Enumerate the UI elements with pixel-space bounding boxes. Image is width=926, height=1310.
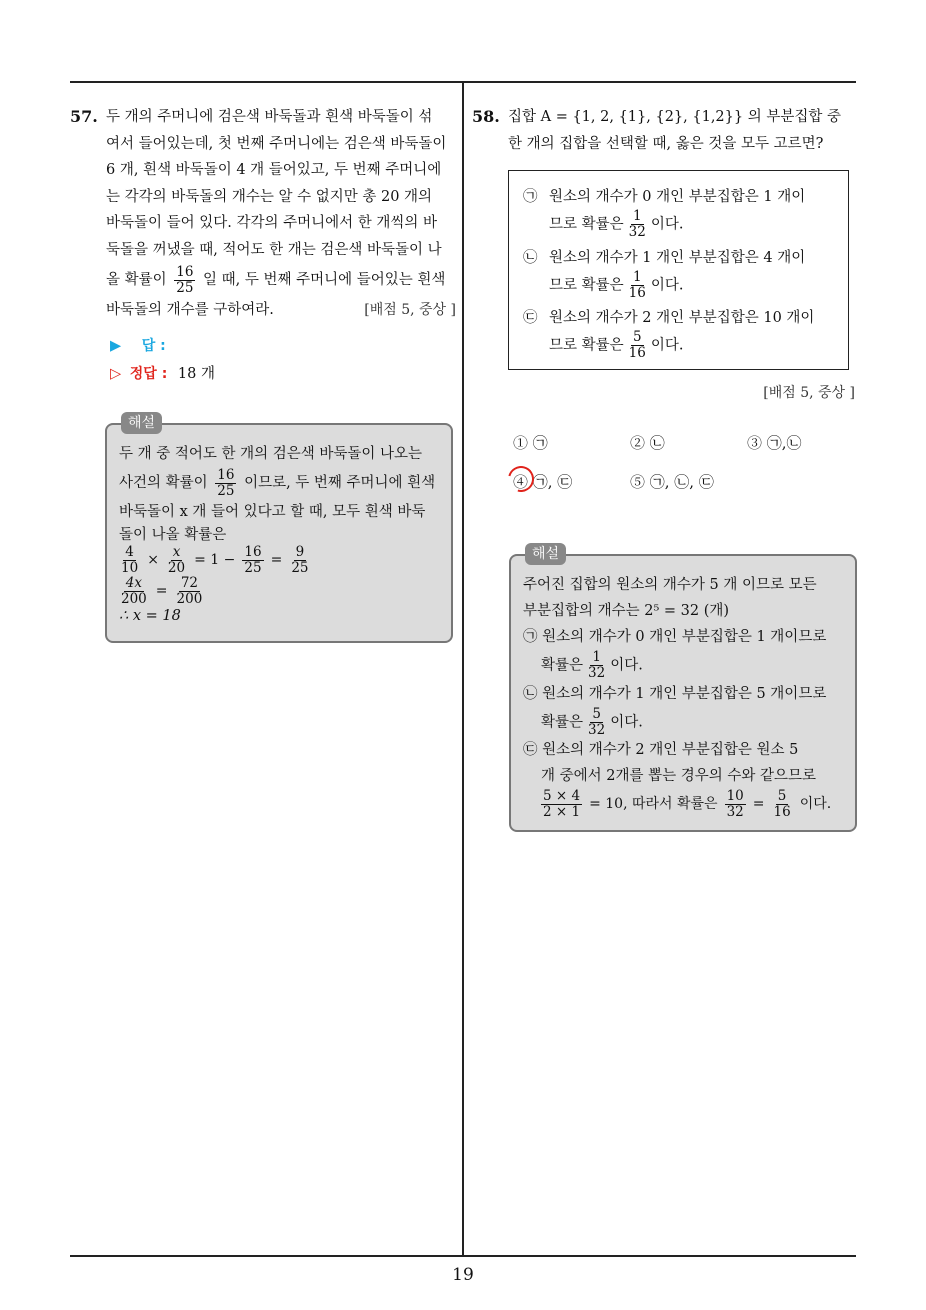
- numerator: 5: [777, 788, 787, 805]
- denominator: 25: [176, 279, 194, 296]
- solution-line: 바둑돌이 x 개 들어 있다고 할 때, 모두 흰색 바둑: [119, 504, 426, 520]
- text: 원소의 개수가 2 개인 부분집합은 10 개이: [549, 310, 815, 327]
- fraction: [627, 270, 648, 301]
- text: 이다.: [650, 277, 684, 294]
- numerator: 5 × 4: [543, 788, 581, 805]
- question-line: [106, 263, 456, 297]
- numerator: 5: [632, 329, 642, 346]
- operator: ×: [147, 551, 159, 568]
- text: 일 때, 두 번째 주머니에 들어있는 흰색: [203, 272, 446, 288]
- denominator: 25: [244, 559, 262, 576]
- numerator: 72: [180, 574, 198, 591]
- denominator: 10: [121, 559, 139, 576]
- text: 이다.: [650, 337, 684, 354]
- text: 사건의 확률이: [119, 475, 208, 491]
- solution-line: [523, 707, 843, 738]
- solution-line: 돌이 나올 확률은: [119, 527, 227, 543]
- solution-equation: [523, 789, 843, 820]
- page-number: 19: [452, 1265, 474, 1285]
- solution-tab: 해설: [121, 412, 162, 434]
- fraction: [627, 330, 648, 361]
- operator: =: [752, 796, 765, 813]
- solution-line: 두 개 중 적어도 한 개의 검은색 바둑돌이 나오는: [119, 446, 423, 462]
- numerator: 16: [244, 544, 262, 560]
- denominator: 32: [588, 664, 606, 681]
- question-line: 한 개의 집합을 선택할 때, 옳은 것을 모두 고르면?: [508, 135, 824, 152]
- denominator: 2 × 1: [543, 804, 581, 821]
- text: 이므로, 두 번째 주머니에 흰색: [244, 475, 436, 491]
- text: 이다.: [650, 216, 684, 233]
- denominator: 16: [773, 804, 791, 821]
- text: [549, 209, 834, 240]
- solution-box-58: [509, 546, 857, 832]
- statement-marker: ㉢: [523, 310, 538, 327]
- solution-line: 개 중에서 2개를 뽑는 경우의 수와 같으므로: [541, 768, 816, 785]
- solution-line: [119, 467, 439, 499]
- text: 므로 확률은: [549, 216, 624, 233]
- equation-3: ∴ x = 18: [119, 608, 181, 625]
- fraction: [725, 789, 746, 820]
- denominator: 200: [121, 590, 147, 607]
- answer-label: 답 :: [141, 337, 166, 354]
- text: 므로 확률은: [549, 337, 624, 354]
- statement-item: [523, 246, 834, 301]
- question-line: 는 각각의 바둑돌의 개수는 알 수 없지만 총 20 개의: [106, 188, 433, 205]
- correct-answer-line: [70, 360, 456, 388]
- operator: =: [155, 582, 168, 599]
- question-line: [106, 297, 456, 324]
- denominator: 25: [217, 482, 235, 499]
- question-58: [472, 104, 858, 157]
- text: = 10, 따라서 확률은: [589, 796, 718, 813]
- fraction: [174, 265, 195, 296]
- play-arrow-icon: ▶: [110, 337, 122, 354]
- fraction: [166, 545, 187, 576]
- question-line: 바둑돌이 들어 있다. 각각의 주머니에서 한 개씩의 바: [106, 215, 438, 231]
- numerator: 4: [125, 544, 134, 560]
- statement-marker: ㉡: [523, 249, 538, 266]
- text: 므로 확률은: [549, 277, 624, 294]
- numerator: 9: [295, 544, 305, 560]
- fraction: [289, 545, 310, 576]
- answer-input-line[interactable]: [70, 332, 456, 360]
- correct-answer-value: 18 개: [177, 365, 215, 382]
- column-divider: [462, 82, 464, 1256]
- text: 바둑돌의 개수를 구하여라.: [106, 302, 274, 318]
- text: 확률은: [541, 714, 584, 731]
- fraction: [242, 545, 263, 576]
- question-57: [70, 104, 456, 388]
- question-number: 58.: [472, 107, 500, 126]
- question-line: 두 개의 주머니에 검은색 바둑돌과 흰색 바둑돌이 섞: [106, 109, 433, 125]
- denominator: 200: [176, 590, 203, 607]
- fraction: [541, 789, 582, 820]
- option-4[interactable]: ④ ㉠, ㉢: [513, 473, 573, 491]
- text: 확률은: [541, 657, 584, 674]
- statement-marker: ㉠: [523, 189, 538, 205]
- numerator: 16: [176, 263, 194, 280]
- outline-arrow-icon: ▷: [110, 365, 122, 382]
- numerator: 4x: [125, 574, 142, 591]
- question-line: 여서 들어있는데, 첫 번째 주머니에는 검은색 바둑돌이: [106, 135, 447, 152]
- fraction: [119, 576, 149, 607]
- text: 이다.: [610, 714, 643, 731]
- denominator: 16: [628, 345, 646, 362]
- denominator: 32: [628, 223, 646, 240]
- statement-item: [523, 306, 834, 361]
- fraction: [627, 209, 648, 240]
- denominator: 32: [588, 721, 606, 738]
- solution-line: ㉡ 원소의 개수가 1 개인 부분집합은 5 개이므로: [523, 685, 827, 702]
- text: 이다.: [610, 657, 643, 674]
- denominator: 20: [167, 559, 186, 576]
- difficulty-meta: [배점 5, 중상 ]: [763, 385, 855, 401]
- question-number: 57.: [70, 107, 98, 126]
- fraction: [215, 468, 236, 499]
- equation-2: [119, 576, 439, 607]
- bottom-rule: [70, 1255, 856, 1257]
- operator: = 1 −: [194, 551, 236, 568]
- solution-box-57: [105, 415, 453, 643]
- option-5[interactable]: ⑤ ㉠, ㉡, ㉢: [630, 473, 714, 491]
- option-2[interactable]: ② ㉡: [630, 434, 665, 452]
- numerator: 1: [632, 208, 642, 224]
- text: 원소의 개수가 0 개인 부분집합은 1 개이: [549, 189, 806, 205]
- question-line: 집합 A = {1, 2, {1}, {2}, {1,2}} 의 부분집합 중: [508, 109, 841, 125]
- solution-line: 부분집합의 개수는 2⁵ = 32 (개): [523, 603, 730, 619]
- numerator: 1: [632, 268, 642, 285]
- question-57-body: [70, 104, 456, 324]
- text: [549, 270, 834, 301]
- solution-line: ㉢ 원소의 개수가 2 개인 부분집합은 원소 5: [523, 742, 799, 759]
- solution-line: ㉠ 원소의 개수가 0 개인 부분집합은 1 개이므로: [523, 629, 827, 645]
- correct-answer-label: 정답 :: [129, 365, 168, 382]
- question-line: 둑돌을 꺼냈을 때, 적어도 한 개는 검은색 바둑돌이 나: [106, 241, 442, 258]
- denominator: 25: [291, 559, 309, 576]
- numerator: x: [172, 544, 181, 560]
- answer-section: [70, 332, 456, 388]
- statement-box: [508, 170, 849, 370]
- solution-line: 주어진 집합의 원소의 개수가 5 개 이므로 모든: [523, 577, 817, 593]
- numerator: 1: [592, 649, 601, 665]
- option-3[interactable]: ③ ㉠,㉡: [747, 434, 802, 452]
- text: 이다.: [799, 796, 832, 813]
- question-line: 6 개, 흰색 바둑돌이 4 개 들어있고, 두 번째 주머니에: [106, 162, 442, 178]
- text: [549, 330, 834, 361]
- option-1[interactable]: ① ㉠: [513, 434, 548, 452]
- operator: =: [270, 551, 283, 568]
- fraction: [586, 650, 607, 681]
- difficulty-meta: [배점 5, 중상 ]: [364, 302, 456, 318]
- fraction: [772, 789, 793, 820]
- equation-1: [119, 545, 439, 576]
- fraction: [119, 545, 140, 576]
- denominator: 32: [726, 804, 744, 821]
- text: 올 확률이: [106, 272, 167, 288]
- solution-line: [523, 650, 843, 681]
- numerator: 10: [726, 788, 744, 805]
- text: 원소의 개수가 1 개인 부분집합은 4 개이: [549, 249, 806, 266]
- numerator: 5: [592, 705, 601, 722]
- question-58-body: [472, 104, 858, 157]
- statement-item: [523, 185, 834, 240]
- solution-tab: 해설: [525, 543, 566, 565]
- denominator: 16: [628, 284, 646, 301]
- fraction: [586, 707, 607, 738]
- numerator: 16: [217, 466, 235, 483]
- fraction: [175, 576, 205, 607]
